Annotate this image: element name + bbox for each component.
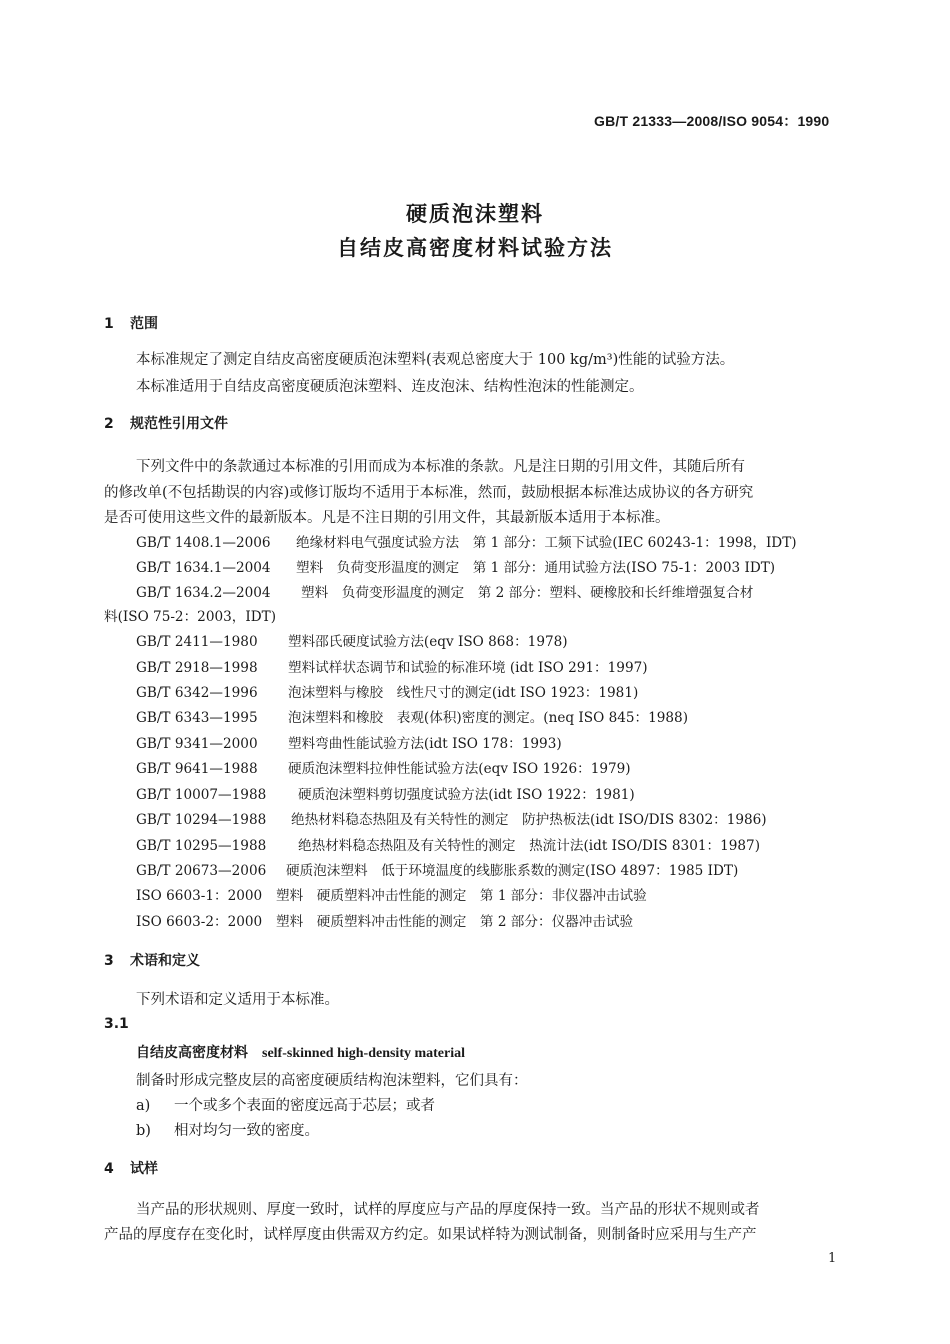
section-3-heading (104, 950, 200, 970)
term-english: self-skinned high-density material (262, 1046, 466, 1061)
reference-title: 硬质泡沫塑料剪切强度试验方法(idt ISO 1922：1981) (298, 787, 635, 803)
list-label: b) (136, 1123, 151, 1139)
paragraph-line: 产品的厚度存在变化时，试样厚度由供需双方约定。如果试样特为测试制备，则制备时应采用与生产产 (104, 1227, 757, 1243)
reference-title: 塑料 硬质塑料冲击性能的测定 第 1 部分：非仪器冲击试验 (276, 888, 647, 904)
section-1-heading (104, 313, 158, 333)
reference-title: 硬质泡沫塑料拉伸性能试验方法(eqv ISO 1926：1979) (288, 761, 631, 777)
paragraph-line: 是否可使用这些文件的最新版本。凡是不注日期的引用文件，其最新版本适用于本标准。 (104, 510, 670, 526)
reference-title: 塑料 硬质塑料冲击性能的测定 第 2 部分：仪器冲击试验 (276, 914, 634, 930)
reference-code: GB/T 10007—1988 (136, 787, 267, 803)
reference-item (136, 834, 760, 854)
term-number: 3.1 (104, 1016, 129, 1032)
reference-code: ISO 6603-2：2000 (136, 914, 263, 930)
reference-item (136, 630, 568, 650)
term-chinese: 自结皮高密度材料 (136, 1045, 248, 1061)
document-title-line2: 自结皮高密度材料试验方法 (337, 236, 613, 260)
reference-item (136, 808, 767, 828)
reference-item (136, 556, 775, 576)
reference-code: GB/T 10294—1988 (136, 812, 267, 828)
reference-item (136, 859, 738, 879)
reference-code: ISO 6603-1：2000 (136, 888, 263, 904)
paragraph-line: 下列文件中的条款通过本标准的引用而成为本标准的条款。凡是注日期的引用文件，其随后所有 (136, 459, 745, 475)
reference-item (136, 910, 633, 930)
reference-code: GB/T 9641—1988 (136, 761, 258, 777)
reference-item (136, 783, 635, 803)
reference-item (136, 681, 638, 701)
reference-code: GB/T 1634.2—2004 (136, 585, 271, 601)
section-number: 1 (104, 316, 114, 332)
reference-item (136, 757, 631, 777)
section-number: 4 (104, 1161, 114, 1177)
list-item (136, 1094, 435, 1115)
reference-title: 泡沫塑料和橡胶 表观(体积)密度的测定。(neq ISO 845：1988) (288, 710, 689, 726)
reference-code: GB/T 1634.1—2004 (136, 560, 271, 576)
paragraph: 本标准适用于自结皮高密度硬质泡沫塑料、连皮泡沫、结构性泡沫的性能测定。 (136, 379, 644, 395)
paragraph-line: 的修改单(不包括勘误的内容)或修订版均不适用于本标准，然而，鼓励根据本标准达成协议的各方研究 (104, 485, 754, 501)
reference-code: GB/T 10295—1988 (136, 838, 267, 854)
reference-title: 塑料邵氏硬度试验方法(eqv ISO 868：1978) (288, 634, 568, 650)
reference-title: 泡沫塑料与橡胶 线性尺寸的测定(idt ISO 1923：1981) (288, 685, 639, 701)
reference-code: GB/T 20673—2006 (136, 863, 267, 879)
reference-item (136, 656, 648, 676)
term-heading (136, 1042, 465, 1062)
reference-item (136, 884, 647, 904)
reference-code: GB/T 2918—1998 (136, 660, 258, 676)
paragraph: 本标准规定了测定自结皮高密度硬质泡沫塑料(表观总密度大于 100 kg/m³)性能的试验方法。 (136, 352, 735, 368)
paragraph: 下列术语和定义适用于本标准。 (136, 992, 339, 1008)
section-title: 规范性引用文件 (130, 416, 228, 432)
document-title-line1: 硬质泡沫塑料 (406, 202, 544, 226)
list-item (136, 1119, 319, 1140)
section-title: 范围 (130, 316, 158, 332)
section-number: 2 (104, 416, 114, 432)
reference-item (136, 581, 753, 601)
section-title: 试样 (130, 1161, 158, 1177)
reference-title: 塑料弯曲性能试验方法(idt ISO 178：1993) (288, 736, 562, 752)
list-text: 相对均匀一致的密度。 (174, 1123, 319, 1139)
reference-item (136, 732, 562, 752)
paragraph-line: 当产品的形状规则、厚度一致时，试样的厚度应与产品的厚度保持一致。当产品的形状不规则或者 (136, 1202, 760, 1218)
reference-item (136, 531, 797, 551)
reference-title: 塑料试样状态调节和试验的标准环境 (idt ISO 291：1997) (288, 660, 648, 676)
reference-title: 绝缘材料电气强度试验方法 第 1 部分：工频下试验(IEC 60243-1：1998，IDT) (296, 535, 797, 551)
reference-code: GB/T 2411—1980 (136, 634, 258, 650)
reference-title: 绝热材料稳态热阻及有关特性的测定 热流计法(idt ISO/DIS 8301：1987) (298, 838, 760, 854)
reference-continuation: 料(ISO 75-2：2003，IDT) (104, 609, 277, 625)
section-4-heading (104, 1158, 158, 1178)
reference-code: GB/T 6342—1996 (136, 685, 258, 701)
section-number: 3 (104, 953, 114, 969)
list-label: a) (136, 1098, 151, 1114)
reference-code: GB/T 1408.1—2006 (136, 535, 271, 551)
reference-item (136, 706, 688, 726)
reference-title: 塑料 负荷变形温度的测定 第 2 部分：塑料、硬橡胶和长纤维增强复合材 (301, 585, 754, 601)
list-text: 一个或多个表面的密度远高于芯层；或者 (174, 1098, 435, 1114)
reference-title: 绝热材料稳态热阻及有关特性的测定 防护热板法(idt ISO/DIS 8302：1986) (291, 812, 767, 828)
reference-title: 硬质泡沫塑料 低于环境温度的线膨胀系数的测定(ISO 4897：1985 IDT) (286, 863, 739, 879)
page-number: 1 (828, 1251, 837, 1266)
section-2-heading (104, 413, 228, 433)
section-title: 术语和定义 (130, 953, 200, 969)
reference-code: GB/T 6343—1995 (136, 710, 258, 726)
standard-number: GB/T 21333—2008/ISO 9054：1990 (594, 113, 830, 129)
reference-title: 塑料 负荷变形温度的测定 第 1 部分：通用试验方法(ISO 75-1：2003 IDT) (296, 560, 776, 576)
term-definition: 制备时形成完整皮层的高密度硬质结构泡沫塑料，它们具有： (136, 1073, 528, 1089)
reference-code: GB/T 9341—2000 (136, 736, 258, 752)
